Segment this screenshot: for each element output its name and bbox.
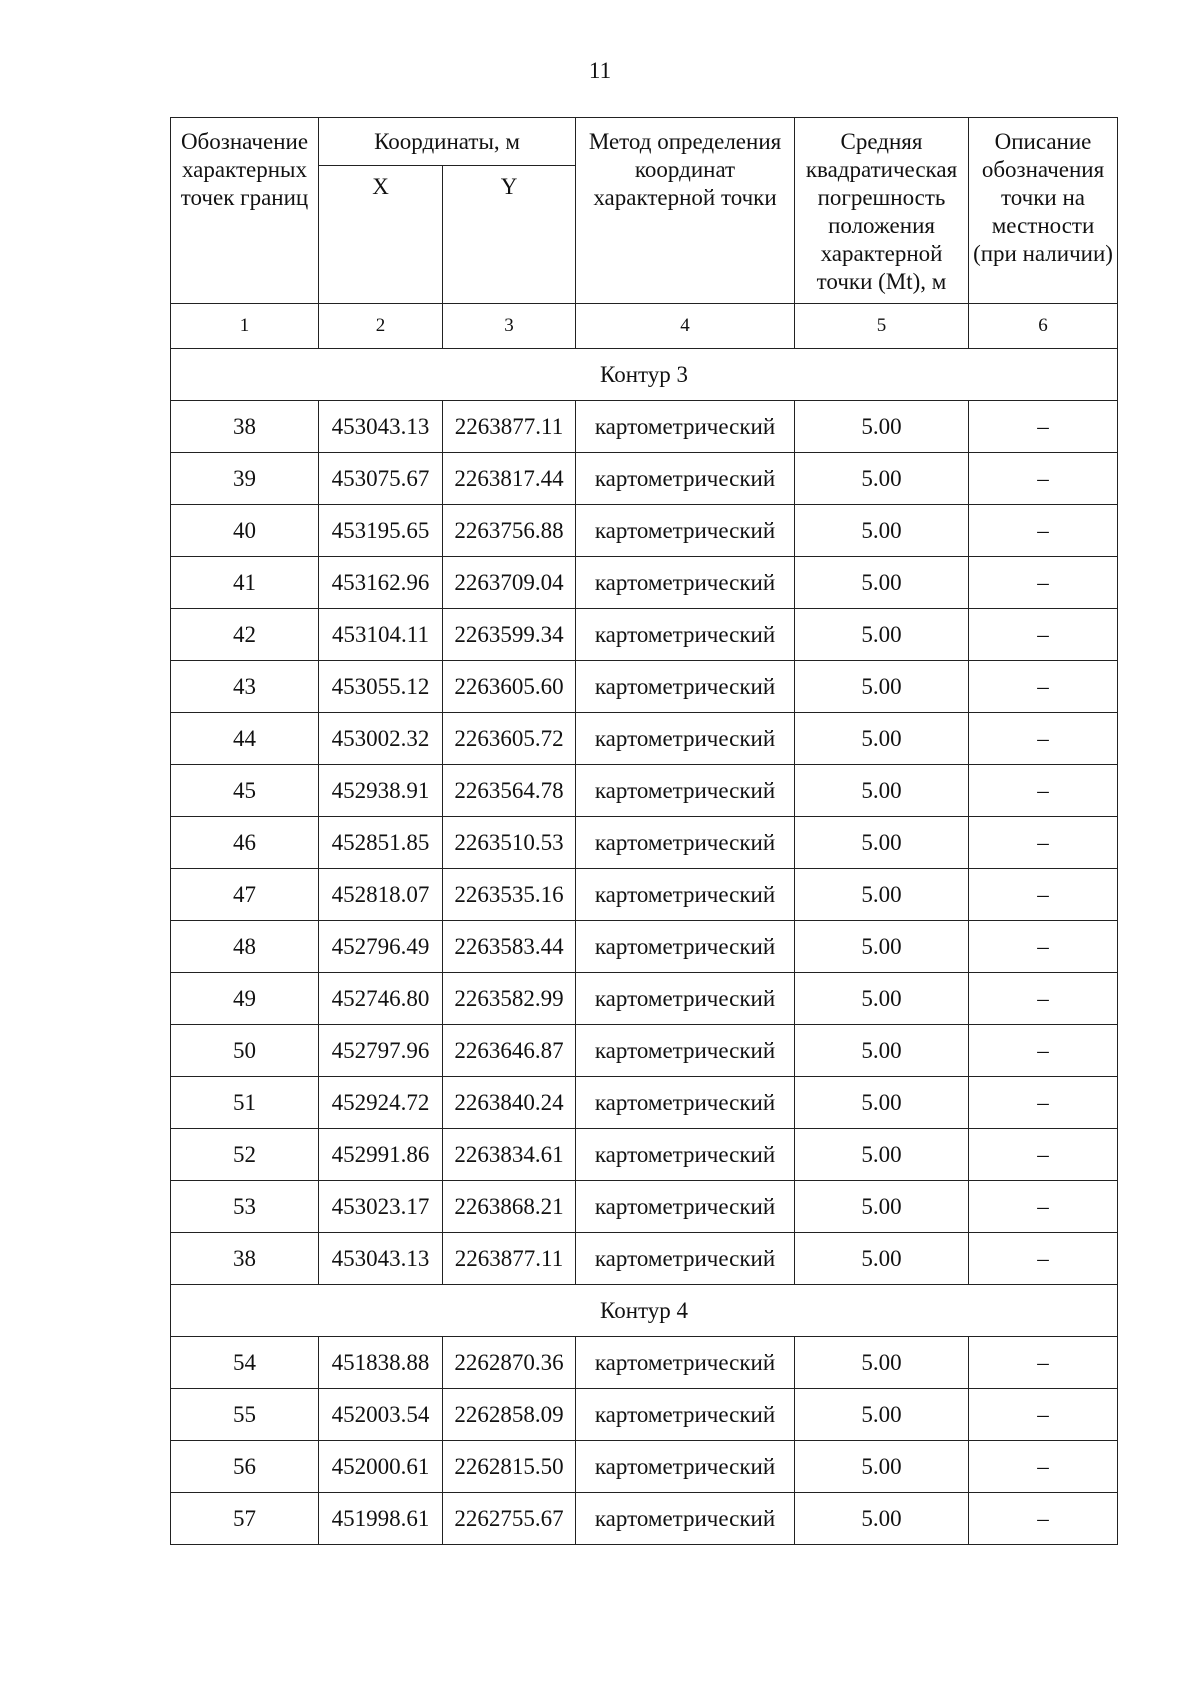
- point-number-cell: 38: [171, 401, 319, 453]
- page-number: 11: [588, 58, 612, 83]
- contour-header-row: [171, 1285, 1118, 1337]
- method-cell: картометрический: [576, 1389, 795, 1441]
- mean-error-cell: 5.00: [795, 1181, 969, 1233]
- point-number-cell: 45: [171, 765, 319, 817]
- description-cell: –: [969, 713, 1118, 765]
- mean-error-cell: 5.00: [795, 1233, 969, 1285]
- mean-error-cell: 5.00: [795, 401, 969, 453]
- y-coordinate-cell: 2263564.78: [443, 765, 576, 817]
- point-number-cell: 43: [171, 661, 319, 713]
- method-cell: картометрический: [576, 921, 795, 973]
- y-coordinate-cell: 2263510.53: [443, 817, 576, 869]
- table-row: [171, 817, 1118, 869]
- y-coordinate-cell: 2263877.11: [443, 1233, 576, 1285]
- method-cell: картометрический: [576, 453, 795, 505]
- column-number: 3: [443, 304, 576, 349]
- description-cell: –: [969, 609, 1118, 661]
- table-row: [171, 401, 1118, 453]
- method-cell: картометрический: [576, 817, 795, 869]
- mean-error-cell: 5.00: [795, 713, 969, 765]
- mean-error-cell: 5.00: [795, 1493, 969, 1545]
- column-number: 1: [171, 304, 319, 349]
- header-mean-error: Средняя квадратическая погрешность положения характерной точки (Mt), м: [795, 118, 969, 304]
- method-cell: картометрический: [576, 1337, 795, 1389]
- header-y: Y: [443, 166, 576, 304]
- header-method: Метод определения координат характерной точки: [576, 118, 795, 304]
- point-number-cell: 44: [171, 713, 319, 765]
- mean-error-cell: 5.00: [795, 765, 969, 817]
- description-cell: –: [969, 973, 1118, 1025]
- point-number-cell: 41: [171, 557, 319, 609]
- point-number-cell: 55: [171, 1389, 319, 1441]
- description-cell: –: [969, 817, 1118, 869]
- point-number-cell: 56: [171, 1441, 319, 1493]
- y-coordinate-cell: 2263877.11: [443, 401, 576, 453]
- mean-error-cell: 5.00: [795, 869, 969, 921]
- table-row: [171, 1389, 1118, 1441]
- table-row: [171, 765, 1118, 817]
- table-row: [171, 869, 1118, 921]
- y-coordinate-cell: 2263817.44: [443, 453, 576, 505]
- contour-title: Контур 3: [171, 349, 1118, 401]
- mean-error-cell: 5.00: [795, 921, 969, 973]
- description-cell: –: [969, 1389, 1118, 1441]
- x-coordinate-cell: 453043.13: [319, 401, 443, 453]
- mean-error-cell: 5.00: [795, 1077, 969, 1129]
- x-coordinate-cell: 452991.86: [319, 1129, 443, 1181]
- x-coordinate-cell: 451998.61: [319, 1493, 443, 1545]
- description-cell: –: [969, 1233, 1118, 1285]
- table-row: [171, 453, 1118, 505]
- description-cell: –: [969, 505, 1118, 557]
- table-row: [171, 1441, 1118, 1493]
- description-cell: –: [969, 401, 1118, 453]
- table-row: [171, 609, 1118, 661]
- method-cell: картометрический: [576, 1233, 795, 1285]
- y-coordinate-cell: 2262755.67: [443, 1493, 576, 1545]
- point-number-cell: 53: [171, 1181, 319, 1233]
- table-row: [171, 973, 1118, 1025]
- x-coordinate-cell: 452746.80: [319, 973, 443, 1025]
- point-number-cell: 42: [171, 609, 319, 661]
- method-cell: картометрический: [576, 1129, 795, 1181]
- table-row: [171, 1233, 1118, 1285]
- description-cell: –: [969, 1129, 1118, 1181]
- method-cell: картометрический: [576, 713, 795, 765]
- y-coordinate-cell: 2262815.50: [443, 1441, 576, 1493]
- mean-error-cell: 5.00: [795, 661, 969, 713]
- method-cell: картометрический: [576, 765, 795, 817]
- x-coordinate-cell: 452924.72: [319, 1077, 443, 1129]
- column-number-row: [171, 304, 1118, 349]
- table-row: [171, 921, 1118, 973]
- mean-error-cell: 5.00: [795, 1025, 969, 1077]
- table-row: [171, 1077, 1118, 1129]
- x-coordinate-cell: 452003.54: [319, 1389, 443, 1441]
- mean-error-cell: 5.00: [795, 1441, 969, 1493]
- description-cell: –: [969, 1441, 1118, 1493]
- table-row: [171, 505, 1118, 557]
- x-coordinate-cell: 452851.85: [319, 817, 443, 869]
- description-cell: –: [969, 869, 1118, 921]
- method-cell: картометрический: [576, 557, 795, 609]
- x-coordinate-cell: 451838.88: [319, 1337, 443, 1389]
- x-coordinate-cell: 452796.49: [319, 921, 443, 973]
- method-cell: картометрический: [576, 869, 795, 921]
- mean-error-cell: 5.00: [795, 1337, 969, 1389]
- y-coordinate-cell: 2263646.87: [443, 1025, 576, 1077]
- point-number-cell: 46: [171, 817, 319, 869]
- description-cell: –: [969, 1493, 1118, 1545]
- point-number-cell: 48: [171, 921, 319, 973]
- y-coordinate-cell: 2263605.60: [443, 661, 576, 713]
- mean-error-cell: 5.00: [795, 453, 969, 505]
- x-coordinate-cell: 453075.67: [319, 453, 443, 505]
- point-number-cell: 39: [171, 453, 319, 505]
- column-number: 6: [969, 304, 1118, 349]
- mean-error-cell: 5.00: [795, 1389, 969, 1441]
- method-cell: картометрический: [576, 505, 795, 557]
- mean-error-cell: 5.00: [795, 505, 969, 557]
- method-cell: картометрический: [576, 401, 795, 453]
- point-number-cell: 50: [171, 1025, 319, 1077]
- table-row: [171, 1025, 1118, 1077]
- description-cell: –: [969, 765, 1118, 817]
- table-body: [171, 304, 1118, 1545]
- method-cell: картометрический: [576, 973, 795, 1025]
- x-coordinate-cell: 453023.17: [319, 1181, 443, 1233]
- description-cell: –: [969, 1025, 1118, 1077]
- description-cell: –: [969, 1337, 1118, 1389]
- table-row: [171, 557, 1118, 609]
- description-cell: –: [969, 453, 1118, 505]
- mean-error-cell: 5.00: [795, 1129, 969, 1181]
- column-number: 2: [319, 304, 443, 349]
- x-coordinate-cell: 453055.12: [319, 661, 443, 713]
- y-coordinate-cell: 2263840.24: [443, 1077, 576, 1129]
- column-number: 5: [795, 304, 969, 349]
- y-coordinate-cell: 2262858.09: [443, 1389, 576, 1441]
- mean-error-cell: 5.00: [795, 609, 969, 661]
- point-number-cell: 38: [171, 1233, 319, 1285]
- y-coordinate-cell: 2263834.61: [443, 1129, 576, 1181]
- contour-title: Контур 4: [171, 1285, 1118, 1337]
- table-row: [171, 1129, 1118, 1181]
- header-coordinates: Координаты, м: [319, 118, 576, 166]
- coordinates-table: [170, 117, 1118, 1545]
- description-cell: –: [969, 1077, 1118, 1129]
- x-coordinate-cell: 452818.07: [319, 869, 443, 921]
- method-cell: картометрический: [576, 1025, 795, 1077]
- column-number: 4: [576, 304, 795, 349]
- point-number-cell: 49: [171, 973, 319, 1025]
- x-coordinate-cell: 453043.13: [319, 1233, 443, 1285]
- y-coordinate-cell: 2263535.16: [443, 869, 576, 921]
- method-cell: картометрический: [576, 1181, 795, 1233]
- mean-error-cell: 5.00: [795, 817, 969, 869]
- method-cell: картометрический: [576, 609, 795, 661]
- point-number-cell: 51: [171, 1077, 319, 1129]
- table-row: [171, 1337, 1118, 1389]
- point-number-cell: 47: [171, 869, 319, 921]
- point-number-cell: 57: [171, 1493, 319, 1545]
- point-number-cell: 52: [171, 1129, 319, 1181]
- x-coordinate-cell: 453104.11: [319, 609, 443, 661]
- y-coordinate-cell: 2263868.21: [443, 1181, 576, 1233]
- x-coordinate-cell: 452938.91: [319, 765, 443, 817]
- description-cell: –: [969, 557, 1118, 609]
- point-number-cell: 40: [171, 505, 319, 557]
- method-cell: картометрический: [576, 661, 795, 713]
- x-coordinate-cell: 453162.96: [319, 557, 443, 609]
- description-cell: –: [969, 1181, 1118, 1233]
- description-cell: –: [969, 921, 1118, 973]
- table-row: [171, 661, 1118, 713]
- x-coordinate-cell: 453002.32: [319, 713, 443, 765]
- y-coordinate-cell: 2263605.72: [443, 713, 576, 765]
- x-coordinate-cell: 452000.61: [319, 1441, 443, 1493]
- y-coordinate-cell: 2263709.04: [443, 557, 576, 609]
- table-row: [171, 713, 1118, 765]
- header-x: X: [319, 166, 443, 304]
- method-cell: картометрический: [576, 1493, 795, 1545]
- table-row: [171, 1493, 1118, 1545]
- method-cell: картометрический: [576, 1441, 795, 1493]
- header-description: Описание обозначения точки на местности (при наличии): [969, 118, 1118, 304]
- y-coordinate-cell: 2263583.44: [443, 921, 576, 973]
- header-point-designation: Обозначение характерных точек границ: [171, 118, 319, 304]
- mean-error-cell: 5.00: [795, 557, 969, 609]
- y-coordinate-cell: 2263756.88: [443, 505, 576, 557]
- mean-error-cell: 5.00: [795, 973, 969, 1025]
- y-coordinate-cell: 2262870.36: [443, 1337, 576, 1389]
- y-coordinate-cell: 2263599.34: [443, 609, 576, 661]
- table-row: [171, 1181, 1118, 1233]
- x-coordinate-cell: 452797.96: [319, 1025, 443, 1077]
- description-cell: –: [969, 661, 1118, 713]
- contour-header-row: [171, 349, 1118, 401]
- y-coordinate-cell: 2263582.99: [443, 973, 576, 1025]
- point-number-cell: 54: [171, 1337, 319, 1389]
- method-cell: картометрический: [576, 1077, 795, 1129]
- x-coordinate-cell: 453195.65: [319, 505, 443, 557]
